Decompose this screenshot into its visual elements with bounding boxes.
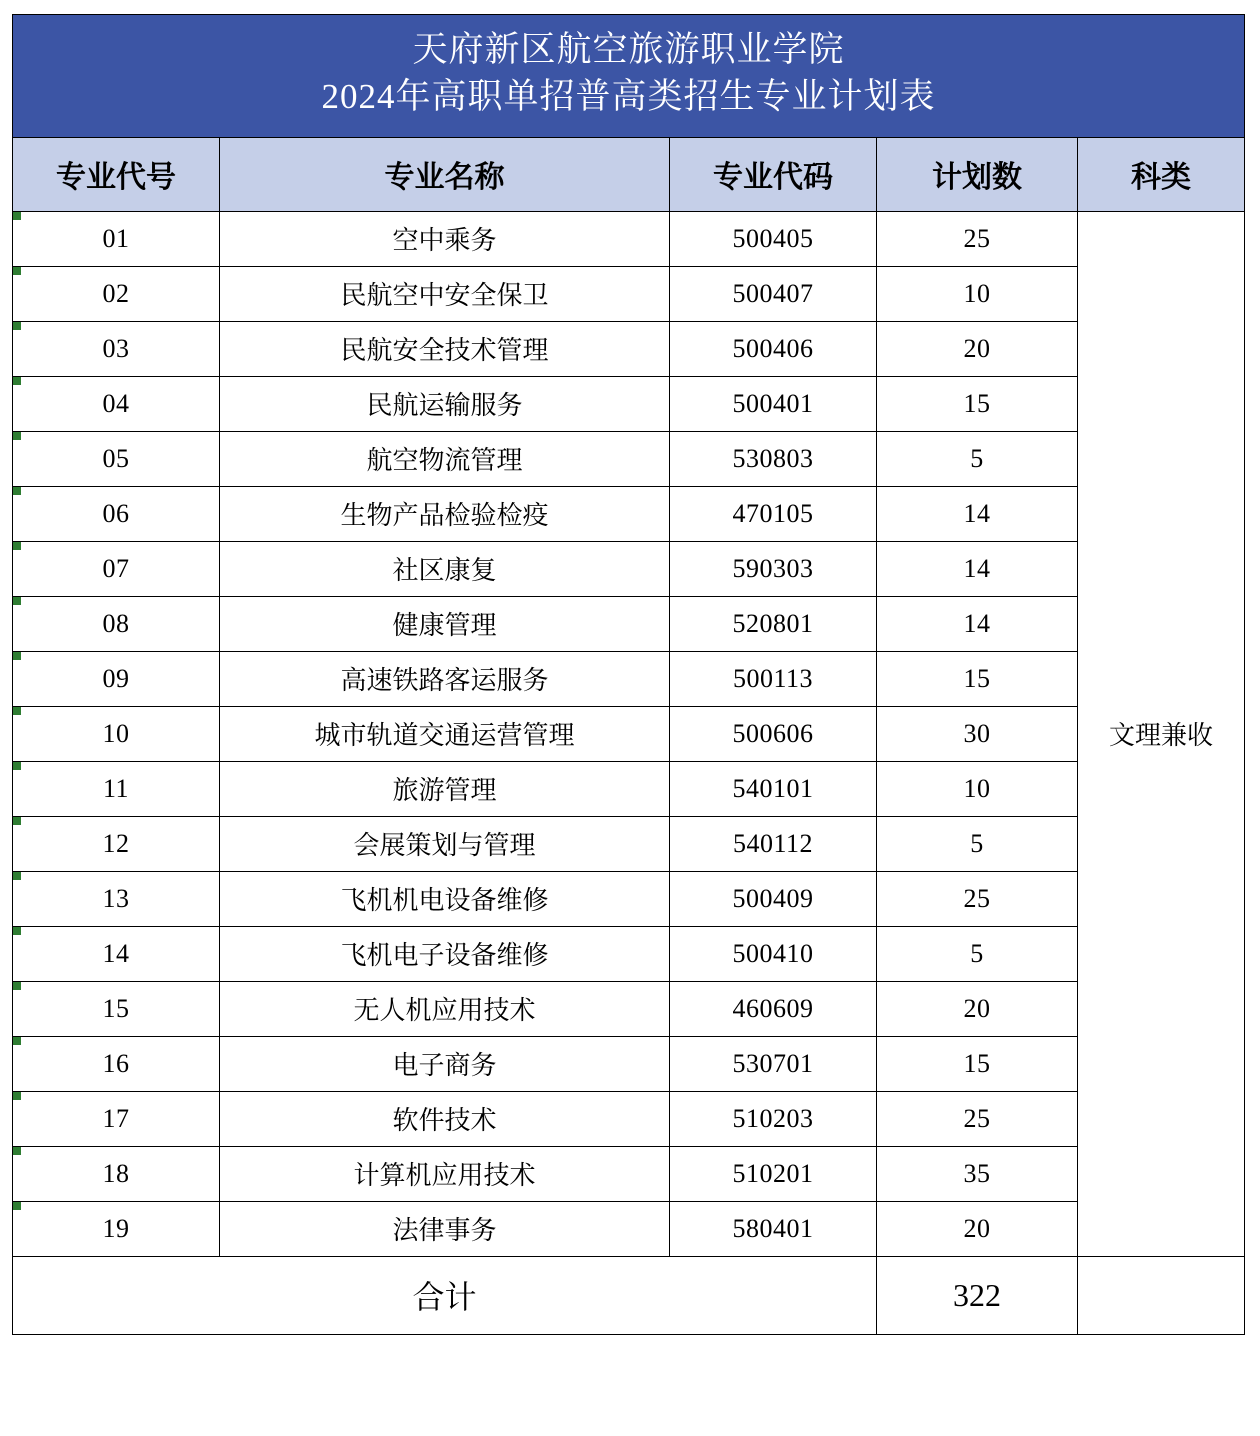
cell-major-code: 540101 bbox=[670, 761, 877, 816]
table-row bbox=[13, 266, 1245, 321]
cell-major-number: 03 bbox=[13, 321, 220, 376]
cell-major-code: 500606 bbox=[670, 706, 877, 761]
cell-major-name: 民航安全技术管理 bbox=[220, 321, 670, 376]
cell-major-number: 04 bbox=[13, 376, 220, 431]
cell-plan-count: 25 bbox=[877, 871, 1078, 926]
cell-plan-count: 15 bbox=[877, 1036, 1078, 1091]
cell-major-code: 590303 bbox=[670, 541, 877, 596]
title-line-1: 天府新区航空旅游职业学院 bbox=[412, 30, 845, 69]
cell-major-number: 01 bbox=[13, 211, 220, 266]
table-body bbox=[13, 211, 1245, 1256]
cell-major-code: 500409 bbox=[670, 871, 877, 926]
cell-major-number: 15 bbox=[13, 981, 220, 1036]
cell-major-name: 无人机应用技术 bbox=[220, 981, 670, 1036]
cell-plan-count: 15 bbox=[877, 376, 1078, 431]
cell-major-name: 旅游管理 bbox=[220, 761, 670, 816]
column-header-plan: 计划数 bbox=[877, 137, 1078, 211]
cell-major-name: 高速铁路客运服务 bbox=[220, 651, 670, 706]
plan-sheet bbox=[0, 14, 1260, 1436]
cell-major-name: 飞机机电设备维修 bbox=[220, 871, 670, 926]
cell-major-number: 14 bbox=[13, 926, 220, 981]
cell-major-code: 580401 bbox=[670, 1201, 877, 1256]
cell-major-number: 13 bbox=[13, 871, 220, 926]
cell-plan-count: 10 bbox=[877, 761, 1078, 816]
cell-major-name: 会展策划与管理 bbox=[220, 816, 670, 871]
cell-major-number: 12 bbox=[13, 816, 220, 871]
column-header-row bbox=[13, 137, 1245, 211]
cell-plan-count: 20 bbox=[877, 981, 1078, 1036]
total-kelei-blank bbox=[1078, 1256, 1245, 1334]
column-header-kelei: 科类 bbox=[1078, 137, 1245, 211]
cell-major-code: 530701 bbox=[670, 1036, 877, 1091]
cell-major-number: 06 bbox=[13, 486, 220, 541]
cell-major-code: 500405 bbox=[670, 211, 877, 266]
table-row bbox=[13, 1091, 1245, 1146]
cell-major-code: 510201 bbox=[670, 1146, 877, 1201]
cell-major-code: 500407 bbox=[670, 266, 877, 321]
cell-major-name: 社区康复 bbox=[220, 541, 670, 596]
cell-major-name: 民航运输服务 bbox=[220, 376, 670, 431]
admission-plan-table bbox=[12, 14, 1245, 1335]
cell-plan-count: 10 bbox=[877, 266, 1078, 321]
table-row bbox=[13, 871, 1245, 926]
cell-major-name: 空中乘务 bbox=[220, 211, 670, 266]
cell-major-number: 09 bbox=[13, 651, 220, 706]
document-title bbox=[13, 15, 1245, 138]
cell-major-code: 460609 bbox=[670, 981, 877, 1036]
table-row bbox=[13, 981, 1245, 1036]
title-row bbox=[13, 15, 1245, 138]
cell-major-code: 530803 bbox=[670, 431, 877, 486]
table-row bbox=[13, 596, 1245, 651]
cell-plan-count: 14 bbox=[877, 541, 1078, 596]
table-row bbox=[13, 1201, 1245, 1256]
cell-major-name: 生物产品检验检疫 bbox=[220, 486, 670, 541]
cell-plan-count: 20 bbox=[877, 321, 1078, 376]
cell-major-name: 电子商务 bbox=[220, 1036, 670, 1091]
table-row bbox=[13, 321, 1245, 376]
cell-major-name: 软件技术 bbox=[220, 1091, 670, 1146]
column-header-code: 专业代号 bbox=[13, 137, 220, 211]
cell-plan-count: 5 bbox=[877, 816, 1078, 871]
cell-major-number: 17 bbox=[13, 1091, 220, 1146]
cell-major-number: 08 bbox=[13, 596, 220, 651]
cell-plan-count: 14 bbox=[877, 596, 1078, 651]
cell-major-number: 18 bbox=[13, 1146, 220, 1201]
table-row bbox=[13, 431, 1245, 486]
cell-major-code: 540112 bbox=[670, 816, 877, 871]
cell-major-code: 500410 bbox=[670, 926, 877, 981]
cell-plan-count: 5 bbox=[877, 926, 1078, 981]
cell-plan-count: 5 bbox=[877, 431, 1078, 486]
cell-major-number: 19 bbox=[13, 1201, 220, 1256]
cell-kelei: 文理兼收 bbox=[1078, 211, 1245, 1256]
cell-major-code: 510203 bbox=[670, 1091, 877, 1146]
cell-plan-count: 15 bbox=[877, 651, 1078, 706]
table-row bbox=[13, 486, 1245, 541]
cell-major-code: 520801 bbox=[670, 596, 877, 651]
cell-major-number: 11 bbox=[13, 761, 220, 816]
cell-major-name: 健康管理 bbox=[220, 596, 670, 651]
table-head bbox=[13, 15, 1245, 138]
title-line-2: 2024年高职单招普高类招生专业计划表 bbox=[321, 76, 936, 116]
cell-major-name: 航空物流管理 bbox=[220, 431, 670, 486]
total-value: 322 bbox=[877, 1256, 1078, 1334]
cell-major-name: 法律事务 bbox=[220, 1201, 670, 1256]
cell-major-code: 500406 bbox=[670, 321, 877, 376]
table-row bbox=[13, 926, 1245, 981]
cell-major-number: 07 bbox=[13, 541, 220, 596]
cell-major-number: 05 bbox=[13, 431, 220, 486]
cell-major-name: 飞机电子设备维修 bbox=[220, 926, 670, 981]
cell-major-code: 500113 bbox=[670, 651, 877, 706]
table-row bbox=[13, 1036, 1245, 1091]
column-header-major-code: 专业代码 bbox=[670, 137, 877, 211]
cell-major-number: 02 bbox=[13, 266, 220, 321]
cell-plan-count: 35 bbox=[877, 1146, 1078, 1201]
table-row bbox=[13, 211, 1245, 266]
table-row bbox=[13, 761, 1245, 816]
cell-major-name: 计算机应用技术 bbox=[220, 1146, 670, 1201]
table-row bbox=[13, 706, 1245, 761]
column-header-name: 专业名称 bbox=[220, 137, 670, 211]
table-row bbox=[13, 541, 1245, 596]
cell-major-code: 500401 bbox=[670, 376, 877, 431]
cell-plan-count: 25 bbox=[877, 1091, 1078, 1146]
cell-plan-count: 30 bbox=[877, 706, 1078, 761]
table-footer bbox=[13, 1256, 1245, 1334]
table-row bbox=[13, 376, 1245, 431]
table-row bbox=[13, 816, 1245, 871]
cell-major-name: 城市轨道交通运营管理 bbox=[220, 706, 670, 761]
cell-plan-count: 25 bbox=[877, 211, 1078, 266]
total-label: 合计 bbox=[13, 1256, 877, 1334]
cell-major-number: 16 bbox=[13, 1036, 220, 1091]
cell-plan-count: 20 bbox=[877, 1201, 1078, 1256]
cell-major-number: 10 bbox=[13, 706, 220, 761]
cell-major-code: 470105 bbox=[670, 486, 877, 541]
table-row bbox=[13, 651, 1245, 706]
table-row bbox=[13, 1146, 1245, 1201]
cell-major-name: 民航空中安全保卫 bbox=[220, 266, 670, 321]
cell-plan-count: 14 bbox=[877, 486, 1078, 541]
